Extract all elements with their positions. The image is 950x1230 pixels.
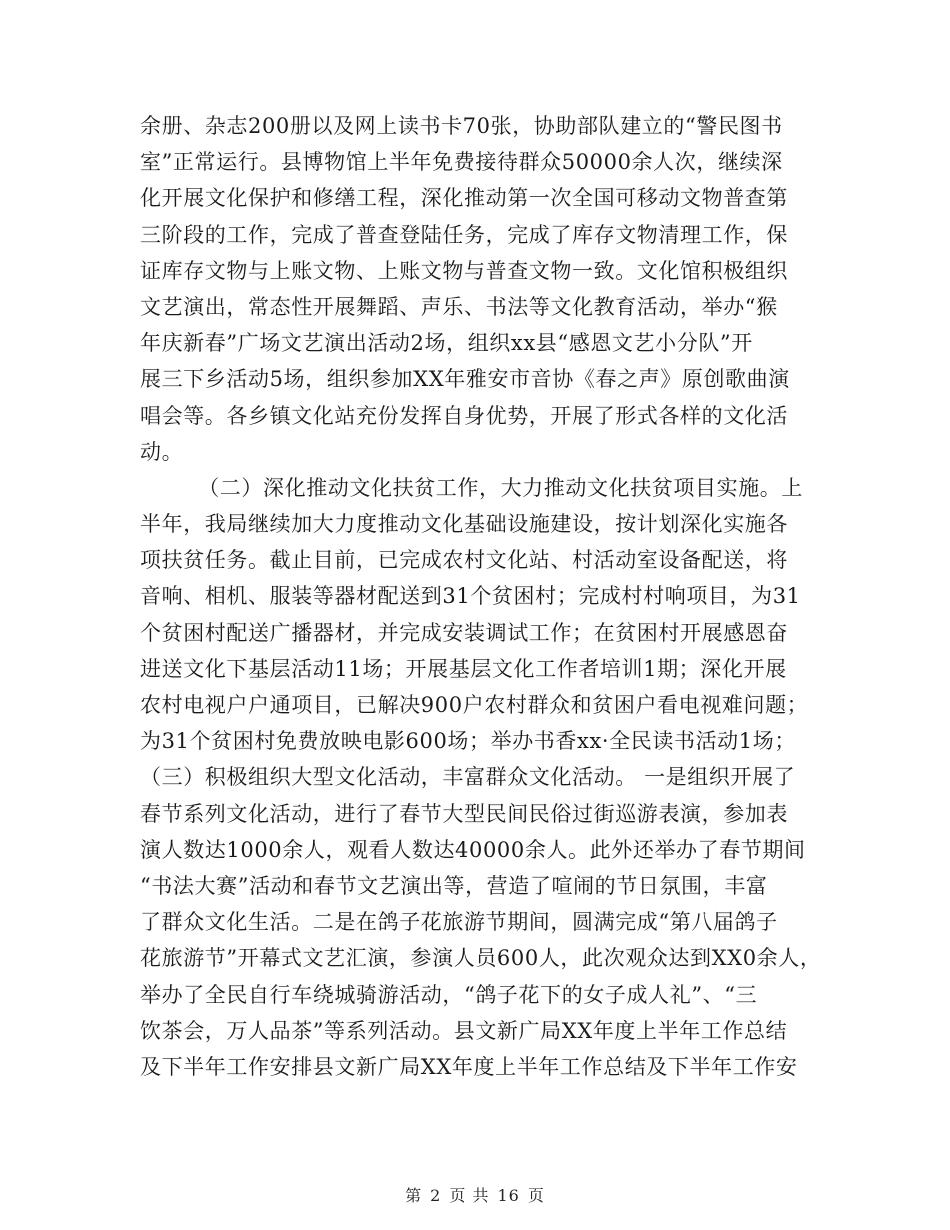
text-line: 文艺演出，常态性开展舞蹈、声乐、书法等文化教育活动，举办“猴 <box>140 294 778 319</box>
text-line: 室”正常运行。县博物馆上半年免费接待群众50000余人次，继续深 <box>140 150 783 175</box>
text-line: 饮茶会，万人品茶”等系列活动。县文新广局XX年度上半年工作总结 <box>140 1018 788 1043</box>
text-line: 项扶贫任务。截止目前，已完成农村文化站、村活动室设备配送，将 <box>140 548 788 573</box>
text-line: 半年，我局继续加大力度推动文化基础设施建设，按计划深化实施各 <box>140 512 788 537</box>
current-page-number: 2 <box>430 1186 442 1205</box>
text-line: 展三下乡活动5场，组织参加XX年雅安市音协《春之声》原创歌曲演 <box>140 367 790 392</box>
text-line: 及下半年工作安排县文新广局XX年度上半年工作总结及下半年工作安 <box>140 1054 798 1079</box>
text-line: 余册、杂志200册以及网上读书卡70张，协助部队建立的“警民图书 <box>140 114 783 138</box>
text-line: （二）深化推动文化扶贫工作，大力推动文化扶贫项目实施。上 <box>140 475 803 500</box>
text-line: 化开展文化保护和修缮工程，深化推动第一次全国可移动文物普查第 <box>140 186 788 211</box>
total-pages-number: 16 <box>497 1186 520 1205</box>
text-line: 为31个贫困村免费放映电影600场；举办书香xx·全民读书活动1场； <box>140 729 796 754</box>
text-line: 证库存文物与上账文物、上账文物与普查文物一致。文化馆积极组织 <box>140 258 788 283</box>
footer-label-prefix: 第 <box>405 1186 423 1205</box>
text-line: 动。 <box>140 439 184 464</box>
footer-label-suffix: 页 <box>527 1186 545 1205</box>
text-line: 演人数达1000余人，观看人数达40000余人。此外还举办了春节期间 <box>140 837 806 862</box>
text-line: 农村电视户户通项目，已解决900户农村群众和贫困户看电视难问题； <box>140 693 809 717</box>
text-line: 三阶段的工作，完成了普查登陆任务，完成了库存文物清理工作，保 <box>140 222 788 247</box>
text-line: 音响、相机、服装等器材配送到31个贫困村；完成村村响项目，为31 <box>140 584 801 609</box>
text-line: 春节系列文化活动，进行了春节大型民间民俗过街巡游表演，参加表 <box>140 801 788 826</box>
text-line: 个贫困村配送广播器材，并完成安装调试工作；在贫困村开展感恩奋 <box>140 620 788 645</box>
text-line: 年庆新春”广场文艺演出活动2场，组织xx县“感恩文艺小分队”开 <box>140 331 753 356</box>
footer-label-middle: 页 共 <box>449 1186 490 1205</box>
text-line: 举办了全民自行车绕城骑游活动，“鸽子花下的女子成人礼”、“三 <box>140 982 758 1007</box>
text-line: （三）积极组织大型文化活动，丰富群众文化活动。 一是组织开展了 <box>140 765 796 790</box>
text-line: 了群众文化生活。二是在鸽子花旅游节期间，圆满完成“第八届鸽子 <box>140 910 778 935</box>
body-text <box>140 108 820 1085</box>
text-line: “书法大赛”活动和春节文艺演出等，营造了喧闹的节日氛围，丰富 <box>140 873 768 898</box>
text-line: 唱会等。各乡镇文化站充份发挥自身优势，开展了形式各样的文化活 <box>140 403 788 428</box>
text-line: 进送文化下基层活动11场；开展基层文化工作者培训1期；深化开展 <box>140 656 787 681</box>
text-line: 花旅游节”开幕式文艺汇演，参演人员600人，此次观众达到XX0余人， <box>140 946 822 971</box>
page-footer <box>0 1183 950 1206</box>
